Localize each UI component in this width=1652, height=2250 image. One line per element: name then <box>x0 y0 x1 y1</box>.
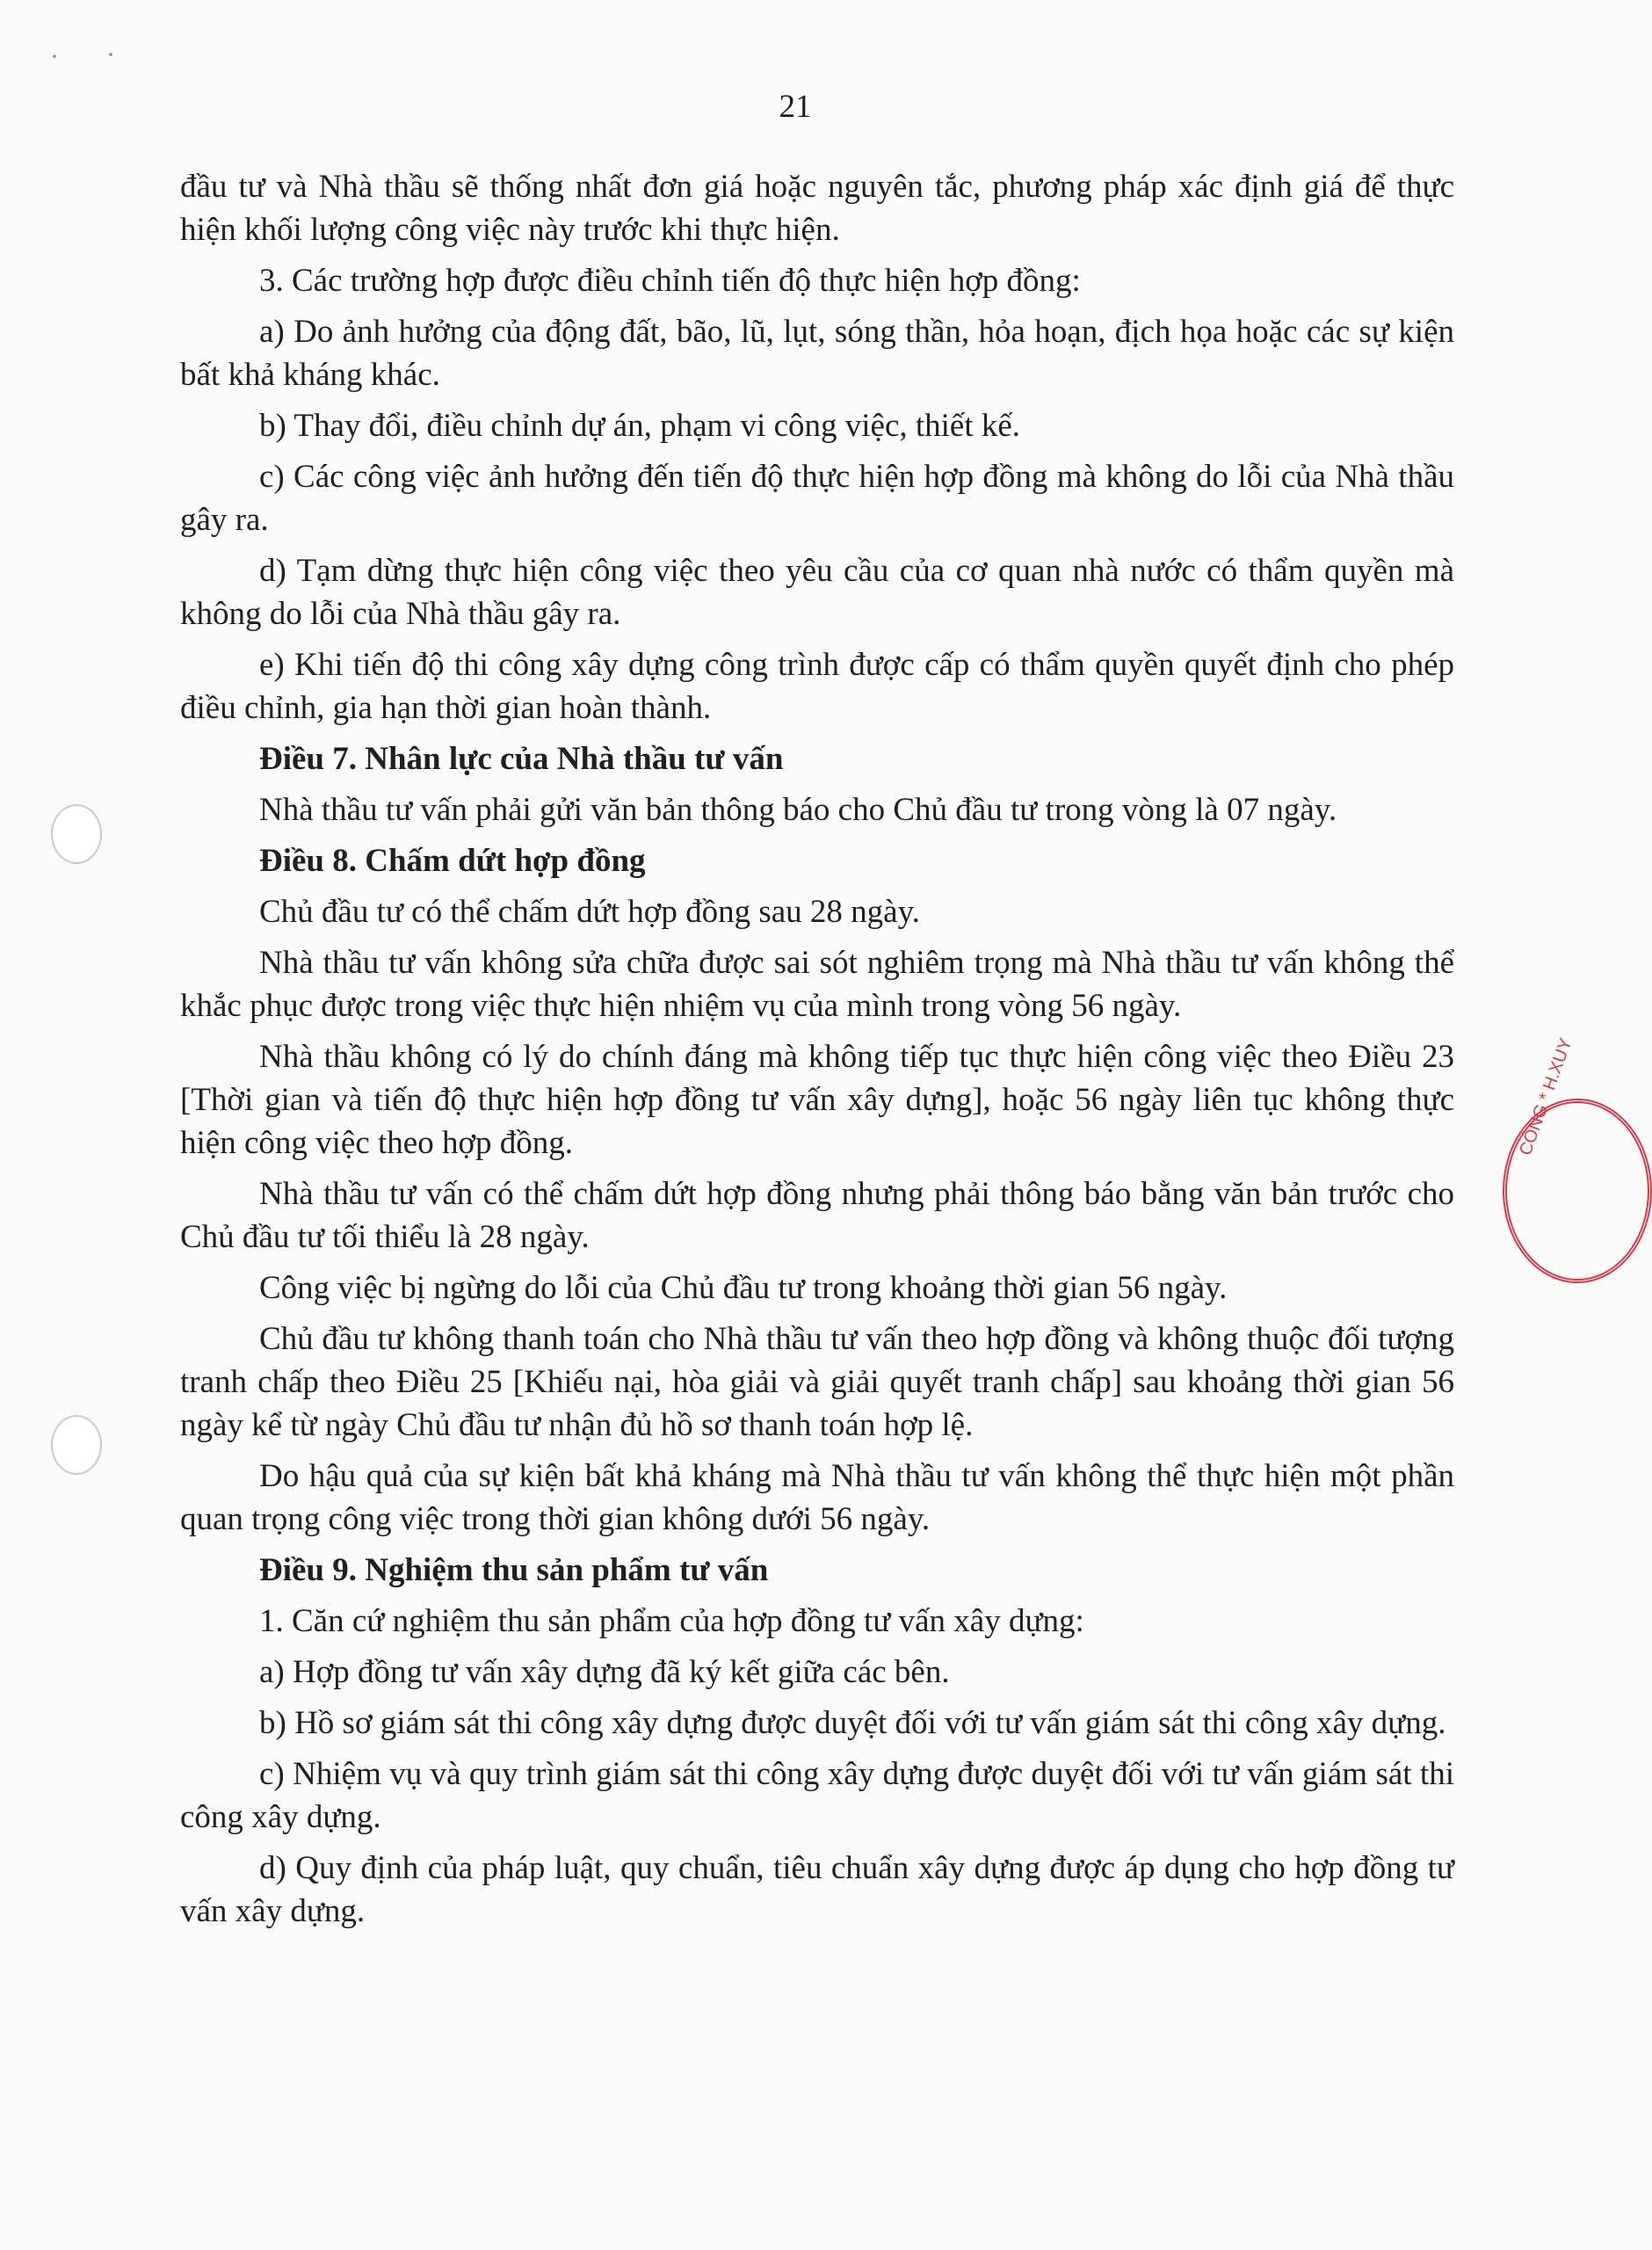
article-heading: Điều 7. Nhân lực của Nhà thầu tư vấn <box>259 741 784 777</box>
paragraph: d) Quy định của pháp luật, quy chuẩn, tiêu chuẩn xây dựng được áp dụng cho hợp đồng tư vấn xây dựng. <box>180 1850 1454 1929</box>
paragraph: Chủ đầu tư không thanh toán cho Nhà thầu tư vấn theo hợp đồng và không thuộc đối tượng tranh chấp theo Điều 25 [Khiếu nại, hòa giải và giải quyết tranh chấp] sau khoảng thời gian 56 ngày kể từ ngày Chủ đầu tư nhận đủ hồ sơ thanh toán hợp lệ. <box>180 1321 1454 1443</box>
paragraph: a) Hợp đồng tư vấn xây dựng đã ký kết giữa các bên. <box>259 1654 950 1690</box>
article-heading: Điều 8. Chấm dứt hợp đồng <box>259 843 646 879</box>
paragraph: c) Các công việc ảnh hưởng đến tiến độ thực hiện hợp đồng mà không do lỗi của Nhà thầu gây ra. <box>180 459 1454 538</box>
paragraph: Do hậu quả của sự kiện bất khả kháng mà Nhà thầu tư vấn không thể thực hiện một phần quan trọng công việc trong thời gian không dưới 56 ngày. <box>180 1458 1454 1537</box>
paragraph: a) Do ảnh hưởng của động đất, bão, lũ, lụt, sóng thần, hỏa hoạn, địch họa hoặc các sự kiện bất khả kháng khác. <box>180 314 1454 393</box>
document-body <box>180 165 1454 1941</box>
paragraph: b) Hồ sơ giám sát thi công xây dựng được duyệt đối với tư vấn giám sát thi công xây dựng. <box>259 1705 1446 1741</box>
paragraph: Chủ đầu tư có thể chấm dứt hợp đồng sau 28 ngày. <box>259 894 920 930</box>
page-number: 21 <box>779 89 812 125</box>
paragraph: 3. Các trường hợp được điều chỉnh tiến độ thực hiện hợp đồng: <box>259 263 1081 299</box>
paragraph: Nhà thầu tư vấn phải gửi văn bản thông báo cho Chủ đầu tư trong vòng là 07 ngày. <box>259 792 1337 828</box>
punch-hole <box>51 804 102 864</box>
paragraph: Nhà thầu tư vấn không sửa chữa được sai sót nghiêm trọng mà Nhà thầu tư vấn không thể khắc phục được trong việc thực hiện nhiệm vụ của mình trong vòng 56 ngày. <box>180 945 1454 1024</box>
punch-hole <box>51 1415 102 1475</box>
paragraph: b) Thay đổi, điều chỉnh dự án, phạm vi công việc, thiết kế. <box>259 408 1021 444</box>
scan-speck <box>109 53 112 56</box>
paragraph: d) Tạm dừng thực hiện công việc theo yêu cầu của cơ quan nhà nước có thẩm quyền mà không do lỗi của Nhà thầu gây ra. <box>180 553 1454 632</box>
paragraph: Nhà thầu không có lý do chính đáng mà không tiếp tục thực hiện công việc theo Điều 23 [Thời gian và tiến độ thực hiện hợp đồng tư vấn xây dựng], hoặc 56 ngày liên tục không thực hiện công việc theo hợp đồng. <box>180 1039 1454 1161</box>
paragraph: đầu tư và Nhà thầu sẽ thống nhất đơn giá hoặc nguyên tắc, phương pháp xác định giá để thực hiện khối lượng công việc này trước khi thực hiện. <box>180 169 1454 248</box>
red-stamp <box>1503 1035 1652 1283</box>
paragraph: 1. Căn cứ nghiệm thu sản phẩm của hợp đồng tư vấn xây dựng: <box>259 1603 1084 1639</box>
paragraph: Công việc bị ngừng do lỗi của Chủ đầu tư trong khoảng thời gian 56 ngày. <box>259 1270 1228 1306</box>
paragraph: e) Khi tiến độ thi công xây dựng công trình được cấp có thẩm quyền quyết định cho phép điều chỉnh, gia hạn thời gian hoàn thành. <box>180 647 1454 726</box>
paragraph: c) Nhiệm vụ và quy trình giám sát thi công xây dựng được duyệt đối với tư vấn giám sát thi công xây dựng. <box>180 1756 1454 1835</box>
paragraph: Nhà thầu tư vấn có thể chấm dứt hợp đồng nhưng phải thông báo bằng văn bản trước cho Chủ đầu tư tối thiểu là 28 ngày. <box>180 1176 1454 1255</box>
scan-speck <box>53 54 56 58</box>
article-heading: Điều 9. Nghiệm thu sản phẩm tư vấn <box>259 1552 769 1588</box>
stamp-text: CÔNG * H.XUY <box>1516 1035 1576 1158</box>
